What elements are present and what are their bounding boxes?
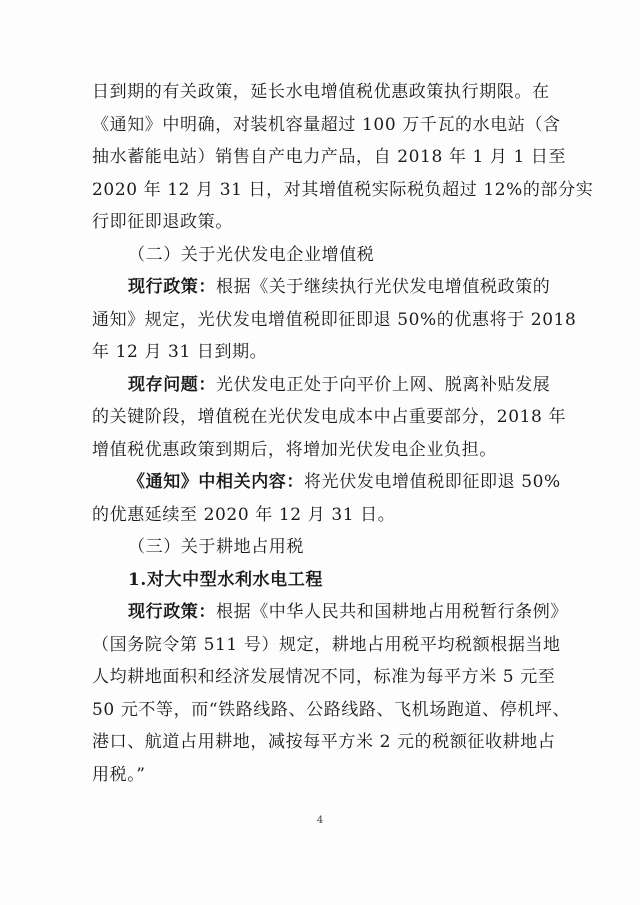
paragraph-line: 的优惠延续至 2020 年 12 月 31 日。	[92, 504, 396, 525]
paragraph-line: 2020 年 12 月 31 日，对其增值税实际税负超过 12%的部分实	[92, 179, 594, 200]
paragraph-line: 50 元不等，而“铁路线路、公路线路、飞机场跑道、停机坪、	[92, 699, 571, 720]
section-heading: （二）关于光伏发电企业增值税	[128, 244, 375, 265]
paragraph-text: 将光伏发电增值税即征即退 50%	[304, 472, 561, 492]
paragraph-line: 港口、航道占用耕地，减按每平方米 2 元的税额征收耕地占	[92, 732, 556, 752]
paragraph-line	[92, 466, 562, 499]
label-current-problem: 现存问题：	[128, 374, 216, 395]
paragraph-line: 增值税优惠政策到期后，将增加光伏发电企业负担。	[92, 439, 497, 460]
label-current-policy: 现行政策：	[128, 602, 216, 622]
paragraph-text: 光伏发电正处于向平价上网、脱离补贴发展	[216, 374, 551, 395]
paragraph-line: 的关键阶段，增值税在光伏发电成本中占重要部分，2018 年	[92, 407, 567, 427]
document-body	[92, 76, 594, 791]
paragraph-line: 抽水蓄能电站）销售自产电力产品，自 2018 年 1 月 1 日至	[92, 147, 567, 167]
paragraph-line: 人均耕地面积和经济发展情况不同，标准为每平方米 5 元至	[92, 667, 556, 687]
paragraph-line	[92, 596, 568, 629]
paragraph-line: 日到期的有关政策，延长水电增值税优惠政策执行期限。在	[92, 82, 550, 102]
subsection-heading: 1.对大中型水利水电工程	[128, 569, 323, 590]
paragraph-text: 根据《中华人民共和国耕地占用税暂行条例》	[216, 602, 568, 622]
paragraph-line	[92, 271, 562, 304]
paragraph-line: 行即征即退政策。	[92, 212, 233, 232]
label-current-policy: 现行政策：	[128, 277, 216, 297]
section-heading: （三）关于耕地占用税	[128, 537, 304, 557]
page-number: 4	[316, 815, 324, 826]
paragraph-line: （国务院令第 511 号）规定，耕地占用税平均税额根据当地	[92, 634, 561, 655]
paragraph-line	[92, 369, 562, 402]
paragraph-line: 通知》规定，光伏发电增值税即征即退 50%的优惠将于 2018	[92, 309, 577, 330]
paragraph-text: 根据《关于继续执行光伏发电增值税政策的	[216, 277, 551, 297]
paragraph-line: 用税。”	[92, 764, 146, 785]
paragraph-line: 年 12 月 31 日到期。	[92, 342, 268, 362]
paragraph-line: 《通知》中明确，对装机容量超过 100 万千瓦的水电站（含	[92, 114, 561, 135]
label-notice-content: 《通知》中相关内容：	[128, 472, 304, 492]
